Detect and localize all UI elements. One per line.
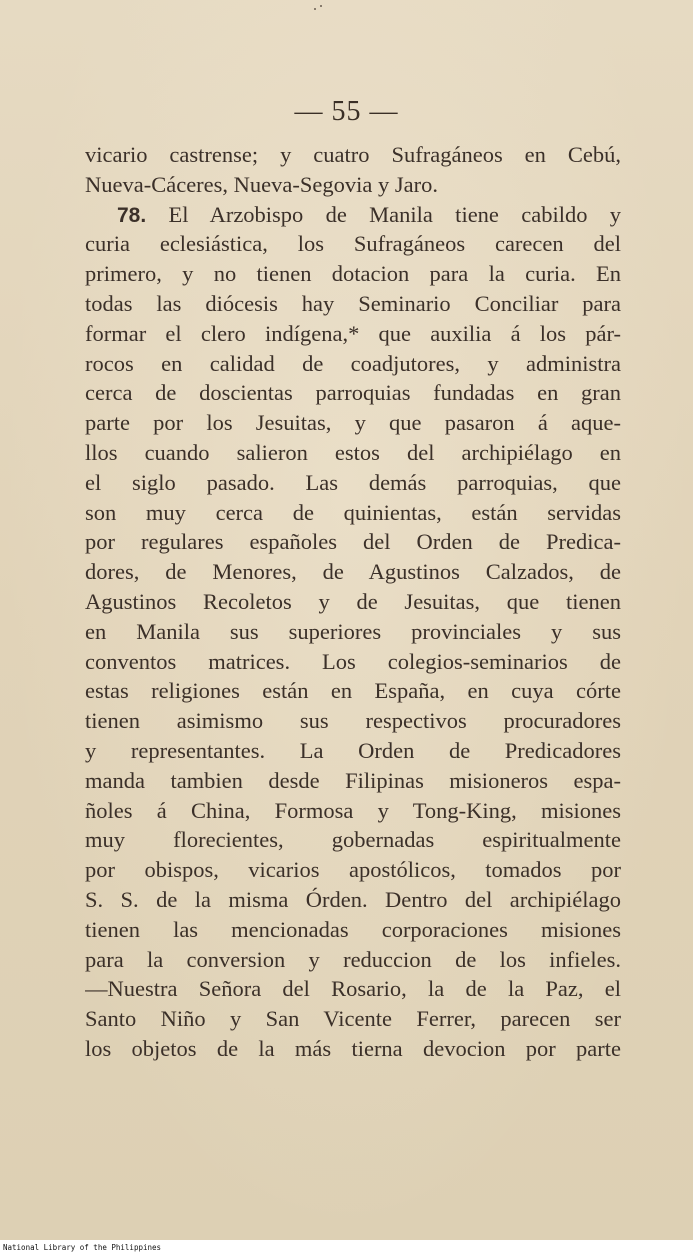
text-line: en Manila sus superiores provinciales y sus xyxy=(85,618,621,644)
text-line: Agustinos Recoletos y de Jesuitas, que tienen xyxy=(85,588,621,614)
text-line: —Nuestra Señora del Rosario, la de la Paz, el xyxy=(85,976,621,1002)
text-line: formar el clero indígena,* que auxilia á los pár- xyxy=(85,320,621,346)
text-line: llos cuando salieron estos del archipiélago en xyxy=(85,439,621,465)
text-line: rocos en calidad de coadjutores, y administra xyxy=(85,350,621,376)
text-line-paragraph-start xyxy=(85,200,621,230)
text-line: conventos matrices. Los colegios-seminarios de xyxy=(85,648,621,674)
text-line: tienen asimismo sus respectivos procuradores xyxy=(85,708,621,734)
text-line: Nueva-Cáceres, Nueva-Segovia y Jaro. xyxy=(85,171,438,197)
ink-speck xyxy=(320,5,322,7)
text-line: S. S. de la misma Órden. Dentro del archipiélago xyxy=(85,886,621,912)
text-line: son muy cerca de quinientas, están servidas xyxy=(85,499,621,525)
text-line: Santo Niño y San Vicente Ferrer, parecen ser xyxy=(85,1006,621,1032)
text-line: para la conversion y reduccion de los infieles. xyxy=(85,946,621,972)
text-line: cerca de doscientas parroquias fundadas en gran xyxy=(85,380,621,406)
page-number: — 55 — xyxy=(294,96,399,127)
paragraph-number: 78. xyxy=(117,203,147,227)
footer-credit: National Library of the Philippines xyxy=(3,1243,162,1252)
text-line: el siglo pasado. Las demás parroquias, que xyxy=(85,469,621,495)
text-line: muy florecientes, gobernadas espiritualmente xyxy=(85,827,621,853)
text-line: curia eclesiástica, los Sufragáneos carecen del xyxy=(85,231,621,257)
text-line: por regulares españoles del Orden de Predica- xyxy=(85,529,621,555)
text-line: los objetos de la más tierna devocion por parte xyxy=(85,1035,621,1061)
text-line: primero, y no tienen dotacion para la curia. En xyxy=(85,261,621,287)
ink-speck xyxy=(314,8,316,10)
text-line: tienen las mencionadas corporaciones misiones xyxy=(85,916,621,942)
text-line: dores, de Menores, de Agustinos Calzados, de xyxy=(85,559,621,585)
text-line: y representantes. La Orden de Predicadores xyxy=(85,737,621,763)
text-line: manda tambien desde Filipinas misioneros espa- xyxy=(85,767,621,793)
text-line: vicario castrense; y cuatro Sufragáneos en Cebú, xyxy=(85,142,621,167)
text-line: todas las diócesis hay Seminario Conciliar para xyxy=(85,290,621,316)
text-line: ñoles á China, Formosa y Tong-King, misiones xyxy=(85,797,621,823)
text-line: parte por los Jesuitas, y que pasaron á aque- xyxy=(85,410,621,436)
text-line: por obispos, vicarios apostólicos, tomados por xyxy=(85,857,621,883)
text-line-content: El Arzobispo de Manila tiene cabildo y xyxy=(168,201,621,227)
body-text xyxy=(85,140,621,1064)
text-line: estas religiones están en España, en cuya córte xyxy=(85,678,621,704)
